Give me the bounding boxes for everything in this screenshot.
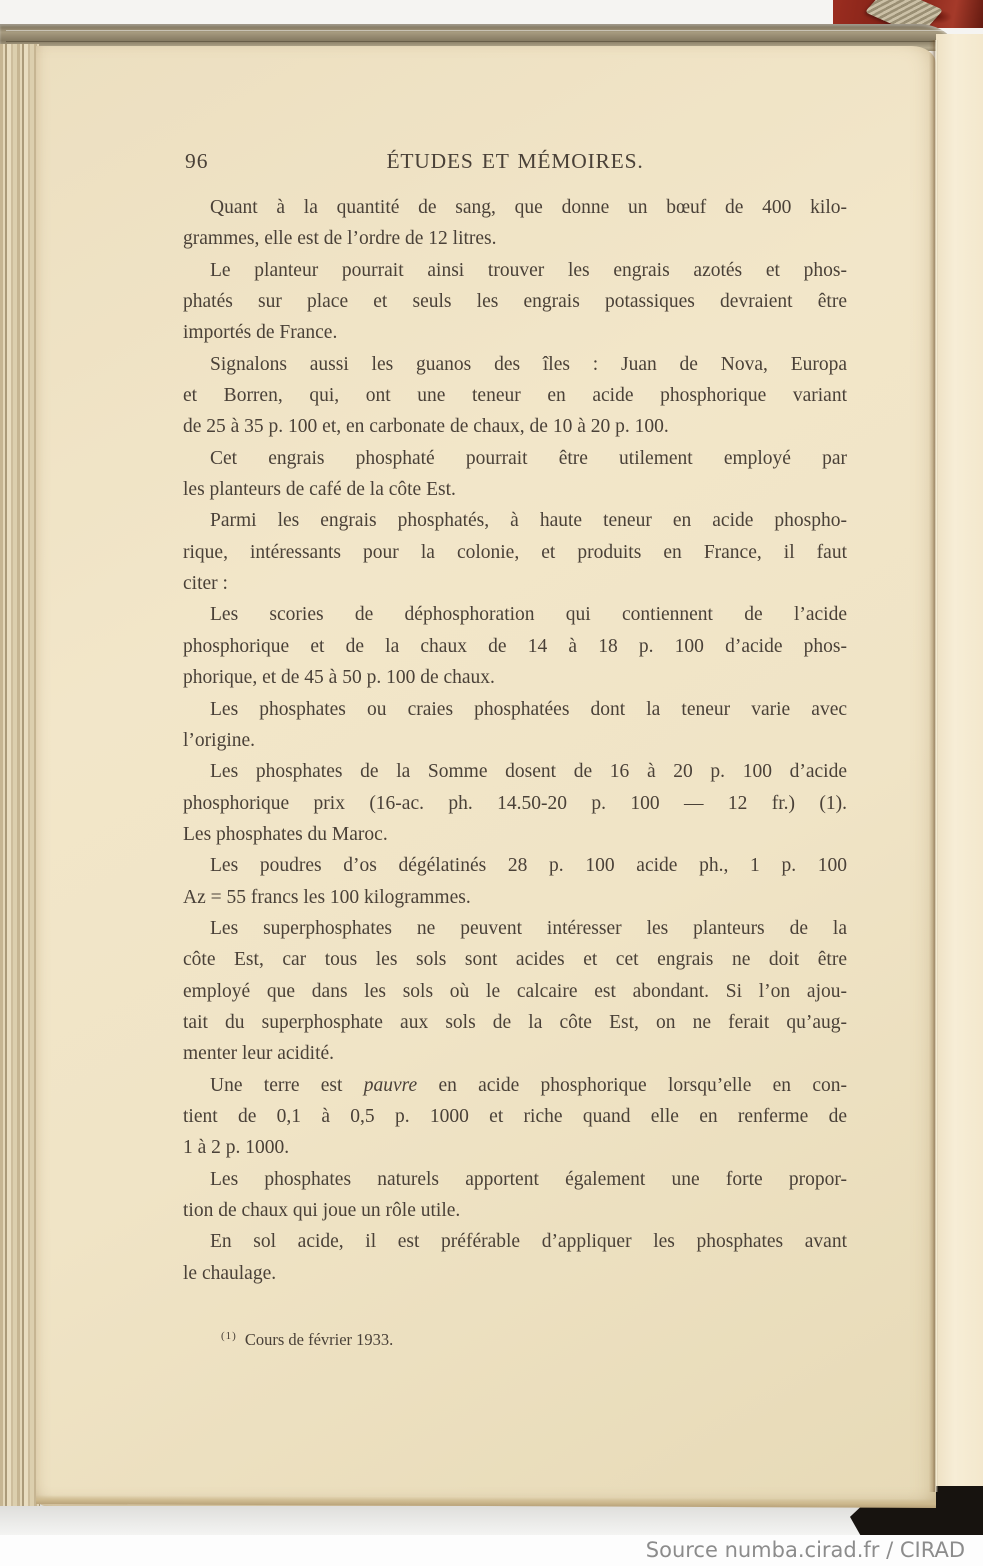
text-line: En sol acide, il est préférable d’appliquer les phosphates avant [210,1231,847,1253]
text-line: menter leur acidité. [183,1043,335,1065]
text-line: employé que dans les sols où le calcaire est abondant. Si l’on ajou- [183,980,847,1002]
text-line: Les superphosphates ne peuvent intéresser les planteurs de la [210,917,847,939]
text-line: Quant à la quantité de sang, que donne un bœuf de 400 kilo- [210,197,847,218]
footnote [183,1325,847,1351]
text-line: Les scories de déphosphoration qui contiennent de l’acide [210,604,847,626]
text-line: l’origine. [183,729,256,751]
running-title: ÉTUDES ET MÉMOIRES. [386,149,644,173]
text-line: côte Est, car tous les sols sont acides et cet engrais ne doit être [183,949,847,971]
body-lines [183,192,847,1289]
text-line: phatés sur place et seuls les engrais potassiques devraient être [183,291,847,313]
printed-page-content [183,146,847,1351]
text-line: grammes, elle est de l’ordre de 12 litres. [183,228,497,250]
text-line: le chaulage. [183,1262,277,1284]
caption-bar [0,1535,983,1566]
text-line: Les phosphates naturels apportent également une forte propor- [210,1168,847,1190]
text-line: Cet engrais phosphaté pourrait être utilement employé par [210,447,847,469]
source-attribution: Source numba.cirad.fr / CIRAD [645,1538,965,1562]
stacked-page-edges [0,44,40,1506]
text-line: Une terre est pauvre en acide phosphorique lorsqu’elle en con- [210,1074,847,1096]
text-line: Les poudres d’os dégélatinés 28 p. 100 acide ph., 1 p. 100 [210,855,847,877]
text-line: phorique, et de 45 à 50 p. 100 de chaux. [183,667,495,689]
page-header [183,146,847,192]
text-line: Az = 55 francs les 100 kilogrammes. [183,886,471,908]
text-line: importés de France. [183,322,338,344]
text-line: tait du superphosphate aux sols de la côte Est, on ne ferait qu’aug- [183,1011,847,1033]
text-line: Les phosphates de la Somme dosent de 16 à 20 p. 100 d’acide [210,761,847,783]
page-number: 96 [185,149,209,173]
text-line: 1 à 2 p. 1000. [183,1137,290,1159]
gutter-fold [929,40,938,1492]
text-line: phosphorique et de la chaux de 14 à 18 p. 100 d’acide phos- [183,635,847,657]
text-line: et Borren, qui, ont une teneur en acide phosphorique variant [183,385,847,407]
text-line: phosphorique prix (16-ac. ph. 14.50-20 p. 100 — 12 fr.) (1). [183,792,847,814]
text-line: Les phosphates ou craies phosphatées dont la teneur varie avec [210,698,847,720]
text-line: rique, intéressants pour la colonie, et produits en France, il faut [183,541,847,563]
facing-page [936,34,983,1486]
text-line: Les phosphates du Maroc. [183,823,388,845]
text-line: Signalons aussi les guanos des îles : Juan de Nova, Europa [210,353,847,375]
text-line: citer : [183,573,228,595]
text-line: tion de chaux qui joue un rôle utile. [183,1200,461,1221]
text-line: tient de 0,1 à 0,5 p. 1000 et riche quand elle en renferme de [183,1105,847,1127]
footnote-marker: (1) [221,1330,237,1343]
text-line: Parmi les engrais phosphatés, à haute teneur en acide phospho- [210,510,847,532]
text-line: Le planteur pourrait ainsi trouver les engrais azotés et phos- [210,259,847,281]
text-line: les planteurs de café de la côte Est. [183,479,456,501]
text-line: de 25 à 35 p. 100 et, en carbonate de chaux, de 10 à 20 p. 100. [183,416,669,438]
footnote-text: Cours de février 1933. [244,1330,394,1350]
